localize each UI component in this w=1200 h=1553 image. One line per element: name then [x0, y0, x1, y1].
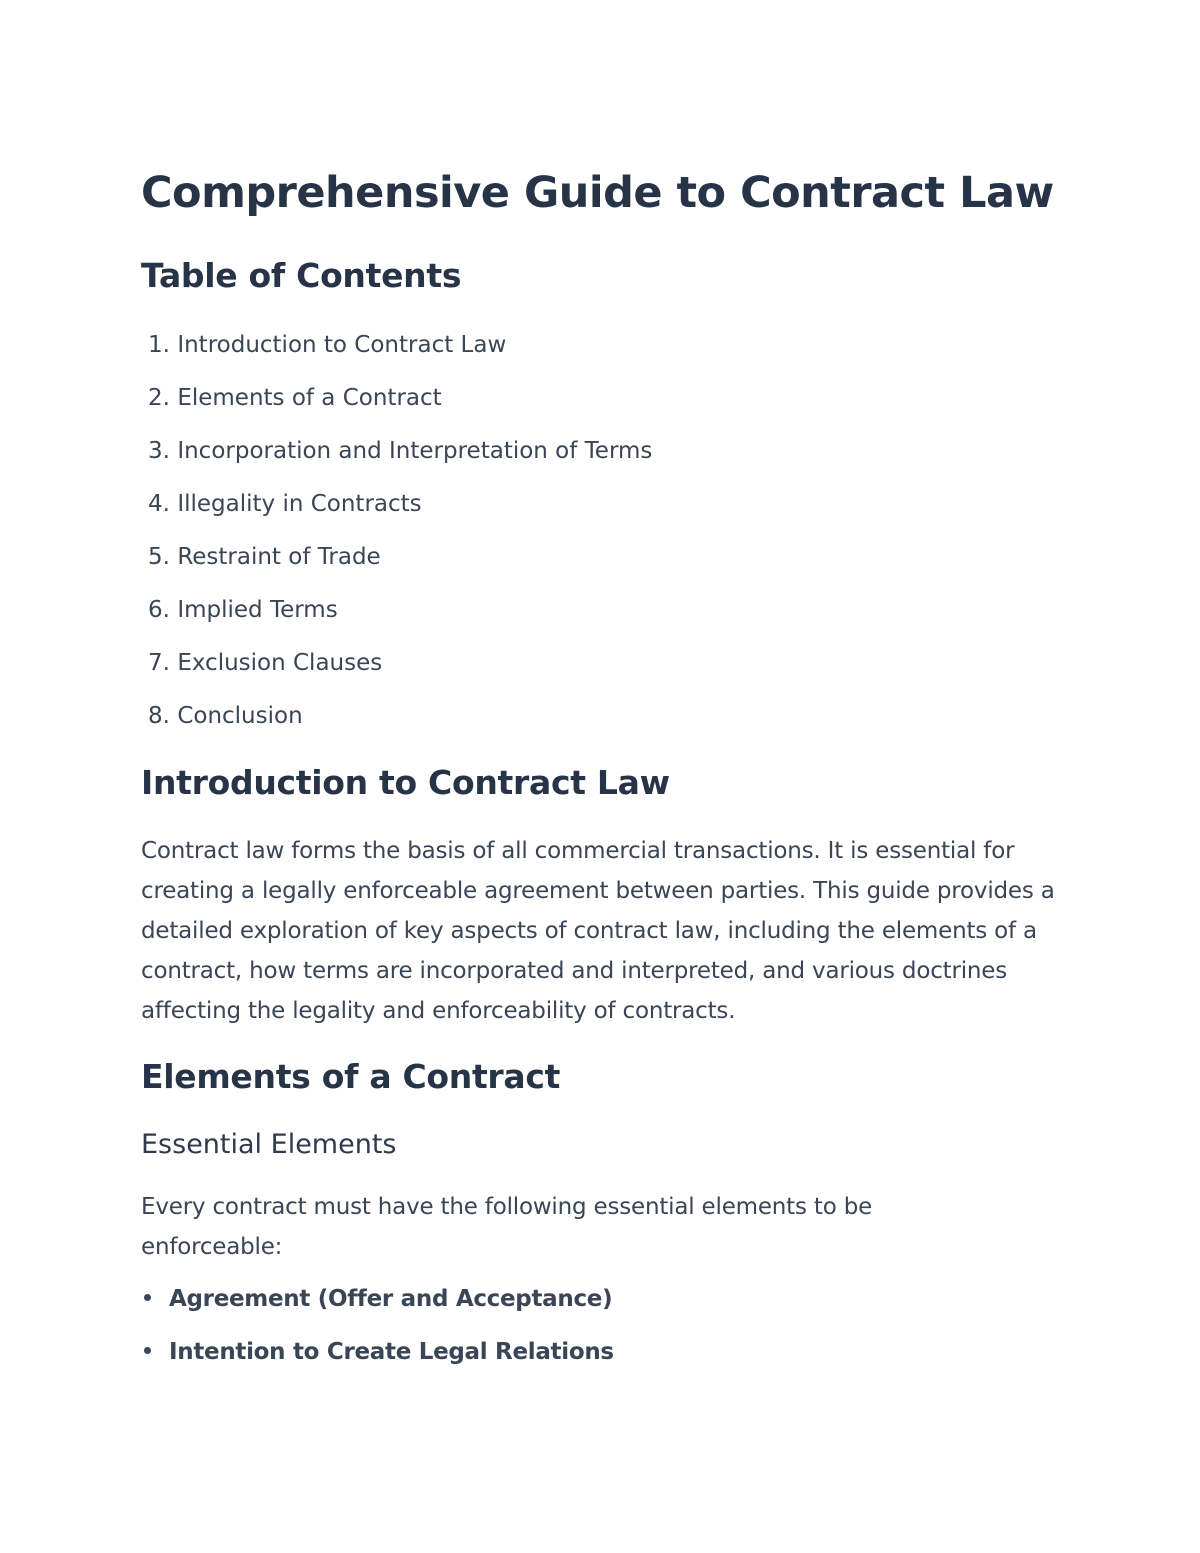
- toc-item-number: 4.: [148, 491, 170, 517]
- bullet-icon: [144, 1294, 151, 1301]
- toc-item-label: Conclusion: [177, 703, 303, 729]
- toc-item: [141, 381, 652, 434]
- toc-item-number: 3.: [148, 438, 170, 464]
- toc-item-label: Elements of a Contract: [177, 385, 442, 411]
- toc-item-label: Exclusion Clauses: [177, 650, 383, 676]
- introduction-paragraph: Contract law forms the basis of all commercial transactions. It is essential for creating a legally enforceable agreement between parties. This guide provides a detailed exploration of key aspects of contract law, including the elements of a contract, how terms are incorporated and interpreted, and various doctrines affecting the legality and enforceability of contracts.: [141, 838, 1055, 1024]
- list-item-label: Intention to Create Legal Relations: [169, 1339, 614, 1365]
- toc-item: [141, 646, 652, 699]
- introduction-heading: Introduction to Contract Law: [141, 763, 670, 802]
- essential-elements-list: [141, 1282, 614, 1388]
- list-item-label: Agreement (Offer and Acceptance): [169, 1286, 613, 1312]
- essential-elements-paragraph: Every contract must have the following essential elements to be enforceable:: [141, 1194, 873, 1260]
- toc-item: [141, 593, 652, 646]
- list-item: [141, 1335, 614, 1388]
- toc-item-number: 5.: [148, 544, 170, 570]
- toc-item: [141, 487, 652, 540]
- toc-item-number: 6.: [148, 597, 170, 623]
- elements-heading: Elements of a Contract: [141, 1057, 561, 1096]
- toc-heading: Table of Contents: [141, 256, 462, 295]
- toc-item-number: 7.: [148, 650, 170, 676]
- toc-item-label: Incorporation and Interpretation of Terms: [177, 438, 653, 464]
- toc-item-number: 2.: [148, 385, 170, 411]
- document-title: Comprehensive Guide to Contract Law: [141, 168, 1054, 218]
- table-of-contents: [141, 328, 652, 752]
- toc-item-number: 1.: [148, 332, 170, 358]
- toc-item-label: Restraint of Trade: [177, 544, 381, 570]
- toc-item-label: Illegality in Contracts: [177, 491, 422, 517]
- toc-item: [141, 434, 652, 487]
- toc-item-label: Introduction to Contract Law: [177, 332, 507, 358]
- essential-elements-subheading: Essential Elements: [141, 1129, 397, 1160]
- toc-item-number: 8.: [148, 703, 170, 729]
- toc-item: [141, 540, 652, 593]
- toc-item: [141, 699, 652, 752]
- bullet-icon: [144, 1347, 151, 1354]
- list-item: [141, 1282, 614, 1335]
- toc-item: [141, 328, 652, 381]
- toc-item-label: Implied Terms: [177, 597, 338, 623]
